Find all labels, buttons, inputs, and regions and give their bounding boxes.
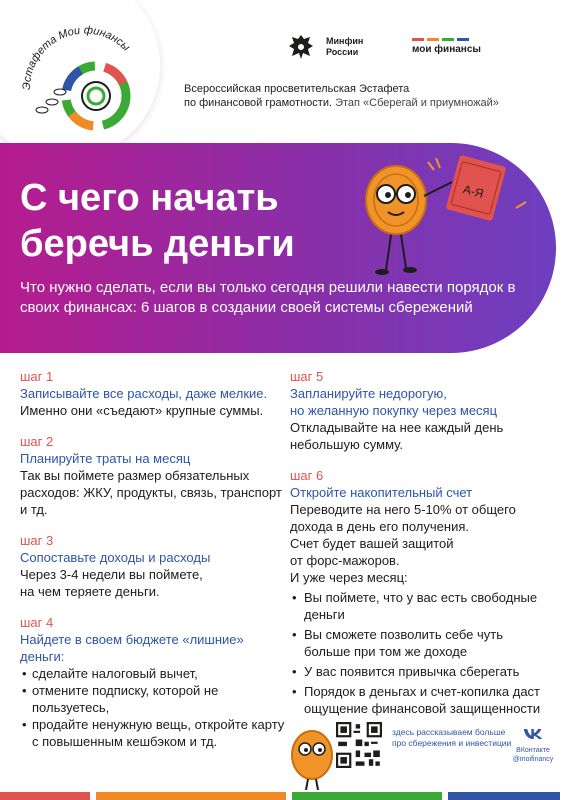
step-label: шаг 5 [290,369,324,384]
coat-of-arms-icon [286,32,316,62]
step-6 [290,467,552,717]
page-title [20,175,380,267]
step-title-line2: но желанную покупку через месяц [290,403,498,418]
step-title-line1: Запланируйте недорогую, [290,386,447,401]
relay-line2: по финансовой грамотности. [184,97,333,109]
relay-line1: Всероссийская просветительская Эстафета [184,83,410,95]
step-2 [20,433,290,518]
list-item: • Вы сможете позволить себе чуть больше при том же доходе [290,626,552,660]
list-item: • Порядок в деньгах и счет-копилка даст ощущение финансовой защищенности [290,683,552,717]
list-item: • продайте ненужную вещь, откройте карту с повышенным кешбэком и тд. [20,716,290,750]
title-line2: беречь деньги [20,223,295,265]
steps-left-column [20,368,290,764]
step-label: шаг 6 [290,468,324,483]
mascot-coin-icon [340,150,540,280]
list-item: • сделайте налоговый вычет, [20,665,290,682]
step-title: Записывайте все расходы, даже мелкие. [20,386,268,401]
step-label: шаг 3 [20,533,54,548]
step-title: Откройте накопительный счет [290,485,473,500]
relay-stage: Этап «Сберегай и приумножай» [335,97,499,109]
logo-arc-text: Эстафета Мои финансы [20,24,133,91]
minfin-line1: Минфин [326,36,364,46]
brand-name: мои финансы [412,44,481,55]
moi-finansy-brand [412,38,481,55]
step-body: Именно они «съедают» крупные суммы. [20,403,264,418]
minfin-block [286,32,386,62]
mascot-peek-icon [288,715,336,790]
step-3 [20,532,290,600]
relay-logo-icon [8,8,158,138]
list-item: • Вы поймете, что у вас есть свободные деньги [290,589,552,623]
hero-subtitle: Что нужно сделать, если вы только сегодня решили навести порядок в своих финансах: 6 шагов в создании своей системы сбережений [20,279,516,316]
qr-code-icon[interactable] [336,722,382,768]
book-icon [446,155,507,222]
vk-line1: ВКонтакте [516,747,550,754]
step-label: шаг 1 [20,369,54,384]
step-label: шаг 4 [20,615,54,630]
minfin-line2: России [326,47,359,57]
step-5 [290,368,552,453]
step-title: Сопоставьте доходы и расходы [20,550,211,565]
list-item: • У вас появится привычка сберегать [290,663,552,680]
step-body-line4: И уже через месяц: [290,570,408,585]
step-1 [20,368,290,419]
step-label: шаг 2 [20,434,54,449]
step-title: Найдете в своем бюджете «лишние» деньги: [20,632,244,664]
step-body-line1: Через 3-4 недели вы поймете, [20,567,203,582]
step-body-line1: Переводите на него 5-10% от общего дохода в день его получения. [290,502,516,534]
step-body-line2: на чем теряете деньги. [20,584,160,599]
step-4 [20,614,290,750]
book-label: А-Я [461,181,486,201]
bottom-color-bars [0,792,566,800]
step-body-line2: Счет будет вашей защитой [290,536,454,551]
vk-line2: @moifinancy [512,756,554,763]
list-item: • отмените подписку, которой не пользуетесь, [20,682,290,716]
brand-color-bars [412,38,481,41]
step-body-line3: от форс-мажоров. [290,553,400,568]
vk-icon [523,727,543,741]
step-body: Так вы поймете размер обязательных расходов: ЖКУ, продукты, связь, транспорт и тд. [20,468,282,517]
step-title: Планируйте траты на месяц [20,451,191,466]
steps-right-column [290,368,552,731]
footer-text: здесь рассказываем больше про сбережения и инвестиции [392,727,512,748]
svg-text:Эстафета Мои финансы [21,24,132,90]
step-body: Откладывайте на нее каждый день небольшую сумму. [290,420,504,452]
relay-title [184,82,544,110]
title-line1: С чего начать [20,177,279,219]
vk-link[interactable] [508,727,558,764]
